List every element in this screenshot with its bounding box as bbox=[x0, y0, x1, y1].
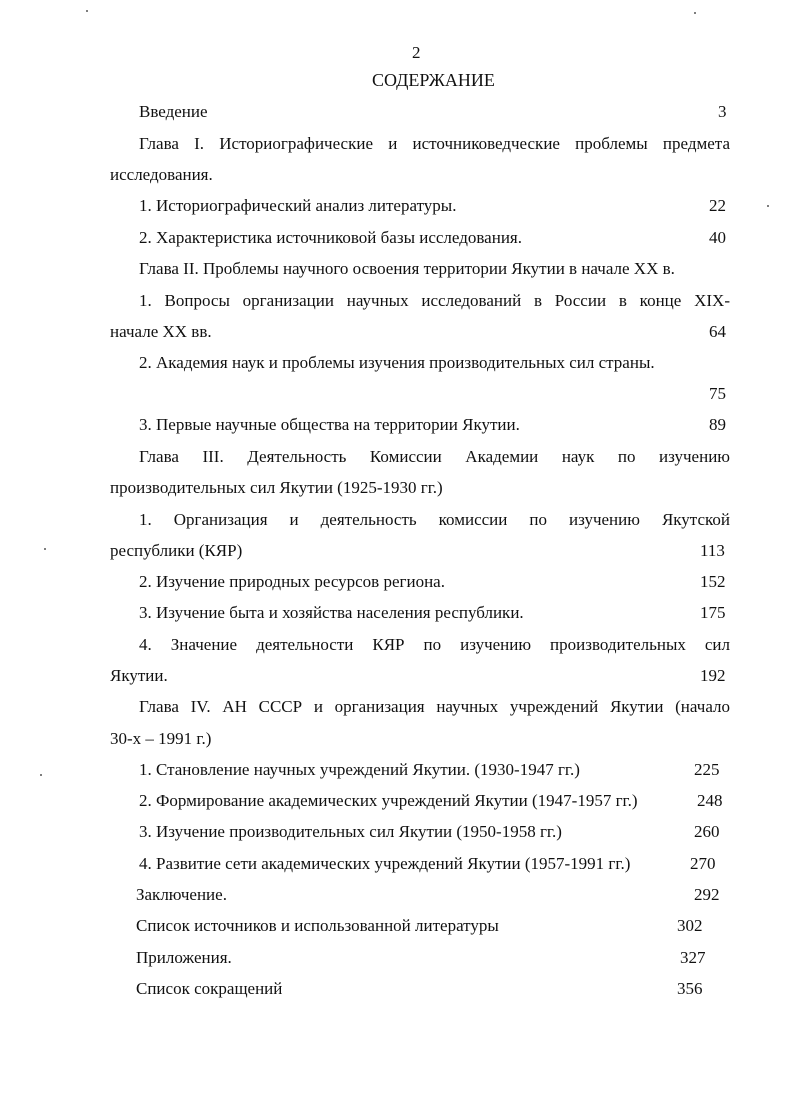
toc-sources-page: 302 bbox=[677, 916, 703, 935]
toc-appendix[interactable]: Приложения. bbox=[136, 948, 232, 967]
toc-chapter-4-section-1-page: 225 bbox=[694, 760, 720, 779]
toc-chapter-3-section-4-page: 192 bbox=[700, 666, 726, 685]
scan-speck bbox=[767, 205, 769, 207]
page-title: СОДЕРЖАНИЕ bbox=[372, 70, 495, 90]
toc-chapter-4-section-3[interactable]: 3. Изучение производительных сил Якутии (1950-1958 гг.) bbox=[139, 822, 562, 841]
toc-chapter-3-section-2-page: 152 bbox=[700, 572, 726, 591]
toc-chapter-3-section-4-line1[interactable]: 4. Значение деятельности КЯР по изучению производительных сил bbox=[139, 635, 730, 654]
toc-chapter-1-line1[interactable]: Глава I. Историографические и источниковедческие проблемы предмета bbox=[139, 134, 730, 153]
toc-chapter-1-section-2-page: 40 bbox=[709, 228, 726, 247]
toc-chapter-4-line2[interactable]: 30-х – 1991 г.) bbox=[110, 729, 212, 748]
toc-sources[interactable]: Список источников и использованной литературы bbox=[136, 916, 499, 935]
toc-chapter-2-section-2-page: 75 bbox=[709, 384, 726, 403]
toc-intro-page: 3 bbox=[718, 102, 727, 121]
toc-chapter-2-section-1-page: 64 bbox=[709, 322, 726, 341]
toc-conclusion[interactable]: Заключение. bbox=[136, 885, 227, 904]
toc-chapter-3-section-1-line1[interactable]: 1. Организация и деятельность комиссии по изучению Якутской bbox=[139, 510, 730, 529]
toc-chapter-3-line1[interactable]: Глава III. Деятельность Комиссии Академии наук по изучению bbox=[139, 447, 730, 466]
toc-chapter-4-line1[interactable]: Глава IV. АН СССР и организация научных учреждений Якутии (начало bbox=[139, 697, 730, 716]
toc-conclusion-page: 292 bbox=[694, 885, 720, 904]
toc-chapter-3-section-1-line2[interactable]: республики (КЯР) bbox=[110, 541, 243, 560]
toc-chapter-2-section-2[interactable]: 2. Академия наук и проблемы изучения производительных сил страны. bbox=[139, 353, 655, 372]
toc-chapter-2-section-1-line1[interactable]: 1. Вопросы организации научных исследований в России в конце XIX- bbox=[139, 291, 730, 310]
toc-chapter-3-section-1-page: 113 bbox=[700, 541, 725, 560]
toc-chapter-3-section-4-line2[interactable]: Якутии. bbox=[110, 666, 168, 685]
toc-chapter-2-section-3-page: 89 bbox=[709, 415, 726, 434]
toc-chapter-4-section-4[interactable]: 4. Развитие сети академических учреждений Якутии (1957-1991 гг.) bbox=[139, 854, 631, 873]
page-number: 2 bbox=[412, 43, 421, 62]
toc-appendix-page: 327 bbox=[680, 948, 706, 967]
toc-chapter-4-section-4-page: 270 bbox=[690, 854, 716, 873]
scan-speck bbox=[44, 548, 46, 550]
toc-chapter-1-section-2[interactable]: 2. Характеристика источниковой базы исследования. bbox=[139, 228, 522, 247]
scan-speck bbox=[40, 774, 42, 776]
toc-chapter-3-line2[interactable]: производительных сил Якутии (1925-1930 гг.) bbox=[110, 478, 443, 497]
toc-chapter-1-section-1[interactable]: 1. Историографический анализ литературы. bbox=[139, 196, 457, 215]
toc-chapter-1-section-1-page: 22 bbox=[709, 196, 726, 215]
toc-chapter-2-section-3[interactable]: 3. Первые научные общества на территории Якутии. bbox=[139, 415, 520, 434]
toc-abbreviations-page: 356 bbox=[677, 979, 703, 998]
toc-chapter-4-section-2-page: 248 bbox=[697, 791, 723, 810]
toc-chapter-2[interactable]: Глава II. Проблемы научного освоения территории Якутии в начале XX в. bbox=[139, 259, 675, 278]
toc-chapter-3-section-3-page: 175 bbox=[700, 603, 726, 622]
toc-chapter-3-section-2[interactable]: 2. Изучение природных ресурсов региона. bbox=[139, 572, 445, 591]
toc-chapter-4-section-2[interactable]: 2. Формирование академических учреждений Якутии (1947-1957 гг.) bbox=[139, 791, 638, 810]
toc-abbreviations[interactable]: Список сокращений bbox=[136, 979, 283, 998]
toc-chapter-1-line2[interactable]: исследования. bbox=[110, 165, 213, 184]
toc-chapter-3-section-3[interactable]: 3. Изучение быта и хозяйства населения республики. bbox=[139, 603, 524, 622]
toc-intro-label[interactable]: Введение bbox=[139, 102, 208, 121]
toc-chapter-4-section-1[interactable]: 1. Становление научных учреждений Якутии. (1930-1947 гг.) bbox=[139, 760, 580, 779]
scan-speck bbox=[86, 10, 88, 12]
toc-chapter-2-section-1-line2[interactable]: начале XX вв. bbox=[110, 322, 212, 341]
scan-speck bbox=[694, 12, 696, 14]
toc-chapter-4-section-3-page: 260 bbox=[694, 822, 720, 841]
